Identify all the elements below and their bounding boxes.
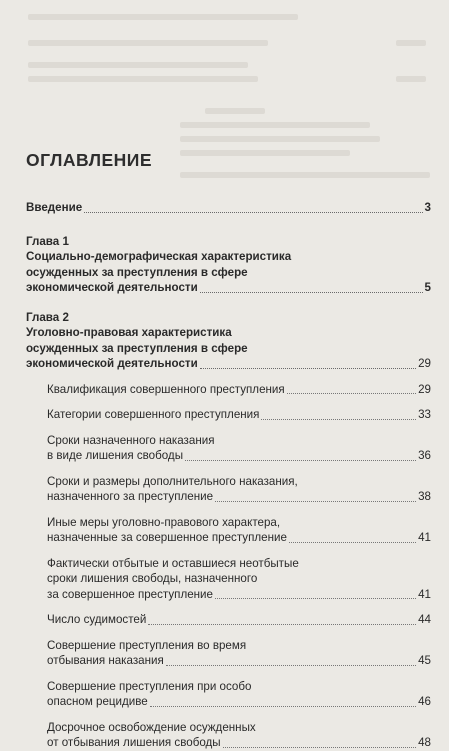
table-of-contents bbox=[26, 150, 431, 751]
chapter-title-line: экономической деятельности bbox=[26, 357, 198, 370]
section-title-line: в виде лишения свободы bbox=[47, 449, 184, 462]
section-title-line: Фактически отбытые и оставшиеся неотбытые bbox=[47, 556, 299, 570]
chapter-title-line: осужденных за преступления в сфере bbox=[26, 341, 248, 355]
toc-page-number: 29 bbox=[418, 357, 431, 370]
leader-dots bbox=[289, 542, 416, 543]
toc-section-item[interactable] bbox=[26, 638, 431, 669]
toc-entry-title: Введение bbox=[26, 201, 83, 214]
section-title-last-line bbox=[47, 530, 431, 546]
section-title-last-line bbox=[47, 735, 431, 751]
leader-dots bbox=[148, 624, 416, 625]
chapter-title-line: осужденных за преступления в сфере bbox=[26, 265, 248, 279]
section-title-line: опасном рецидиве bbox=[47, 695, 148, 708]
section-title-line: Сроки назначенного наказания bbox=[47, 433, 215, 447]
leader-dots bbox=[200, 292, 423, 293]
section-title-last-line bbox=[47, 612, 431, 628]
section-title-line: Совершение преступления при особо bbox=[47, 679, 252, 693]
section-title-last-line bbox=[47, 653, 431, 669]
leader-dots bbox=[261, 419, 416, 420]
toc-page-number: 46 bbox=[418, 695, 431, 708]
toc-section-item[interactable] bbox=[26, 382, 431, 398]
toc-chapter-2[interactable] bbox=[26, 310, 431, 751]
toc-page-number: 38 bbox=[418, 490, 431, 503]
chapter-label: Глава 1 bbox=[26, 234, 69, 248]
section-title-line: отбывания наказания bbox=[47, 654, 164, 667]
toc-page-number: 36 bbox=[418, 449, 431, 462]
toc-entry-introduction[interactable] bbox=[26, 200, 431, 216]
section-title-line: от отбывания лишения свободы bbox=[47, 736, 221, 749]
leader-dots bbox=[287, 393, 416, 394]
toc-section-item[interactable] bbox=[26, 556, 431, 603]
toc-section-item[interactable] bbox=[26, 515, 431, 546]
section-title-line: Число судимостей bbox=[47, 613, 147, 626]
leader-dots bbox=[166, 665, 416, 666]
section-title-line: Квалификация совершенного преступления bbox=[47, 382, 285, 396]
section-title-line: назначенного за преступление bbox=[47, 490, 214, 503]
toc-page-number: 44 bbox=[418, 613, 431, 626]
leader-dots bbox=[185, 460, 416, 461]
toc-page-number: 29 bbox=[418, 382, 431, 396]
leader-dots bbox=[84, 212, 422, 213]
toc-section-item[interactable] bbox=[26, 612, 431, 628]
toc-chapter-1[interactable] bbox=[26, 234, 431, 296]
toc-heading: ОГЛАВЛЕНИЕ bbox=[26, 150, 153, 170]
toc-page-number: 5 bbox=[424, 281, 431, 294]
toc-page-number: 3 bbox=[424, 201, 431, 214]
toc-page-number: 33 bbox=[418, 408, 431, 421]
section-title-last-line bbox=[47, 407, 431, 423]
leader-dots bbox=[223, 747, 416, 748]
toc-section-item[interactable] bbox=[26, 407, 431, 423]
section-title-last-line bbox=[47, 382, 431, 398]
chapter-title-line: Уголовно-правовая характеристика bbox=[26, 326, 232, 339]
section-title-line: за совершенное преступление bbox=[47, 587, 213, 601]
toc-section-item[interactable] bbox=[26, 720, 431, 751]
leader-dots bbox=[150, 706, 416, 707]
section-title-last-line bbox=[47, 448, 431, 464]
section-title-line: сроки лишения свободы, назначенного bbox=[47, 572, 258, 585]
toc-page-number: 48 bbox=[418, 736, 431, 749]
chapter-title-last-line bbox=[26, 356, 431, 372]
section-title-line: Совершение преступления во время bbox=[47, 638, 247, 652]
section-title-last-line bbox=[47, 489, 431, 505]
section-title-line: Категории совершенного преступления bbox=[47, 408, 260, 421]
leader-dots bbox=[200, 368, 416, 369]
section-title-line: Сроки и размеры дополнительного наказания, bbox=[47, 474, 298, 488]
section-title-line: Иные меры уголовно-правового характера, bbox=[47, 515, 281, 529]
section-title-last-line bbox=[47, 694, 431, 710]
section-title-last-line bbox=[47, 587, 431, 603]
toc-page-number: 41 bbox=[418, 587, 431, 601]
chapter-title-last-line bbox=[26, 280, 431, 296]
chapter-label: Глава 2 bbox=[26, 310, 69, 324]
toc-page-number: 45 bbox=[418, 654, 431, 667]
section-title-line: назначенные за совершенное преступление bbox=[47, 531, 287, 544]
toc-page-number: 41 bbox=[418, 531, 431, 544]
toc-section-item[interactable] bbox=[26, 474, 431, 505]
toc-section-item[interactable] bbox=[26, 433, 431, 464]
leader-dots bbox=[215, 501, 416, 502]
leader-dots bbox=[215, 598, 416, 599]
chapter-title-line: экономической деятельности bbox=[26, 281, 198, 294]
section-title-line: Досрочное освобождение осужденных bbox=[47, 720, 256, 734]
toc-section-item[interactable] bbox=[26, 679, 431, 710]
chapter-title-line: Социально-демографическая характеристика bbox=[26, 250, 292, 263]
